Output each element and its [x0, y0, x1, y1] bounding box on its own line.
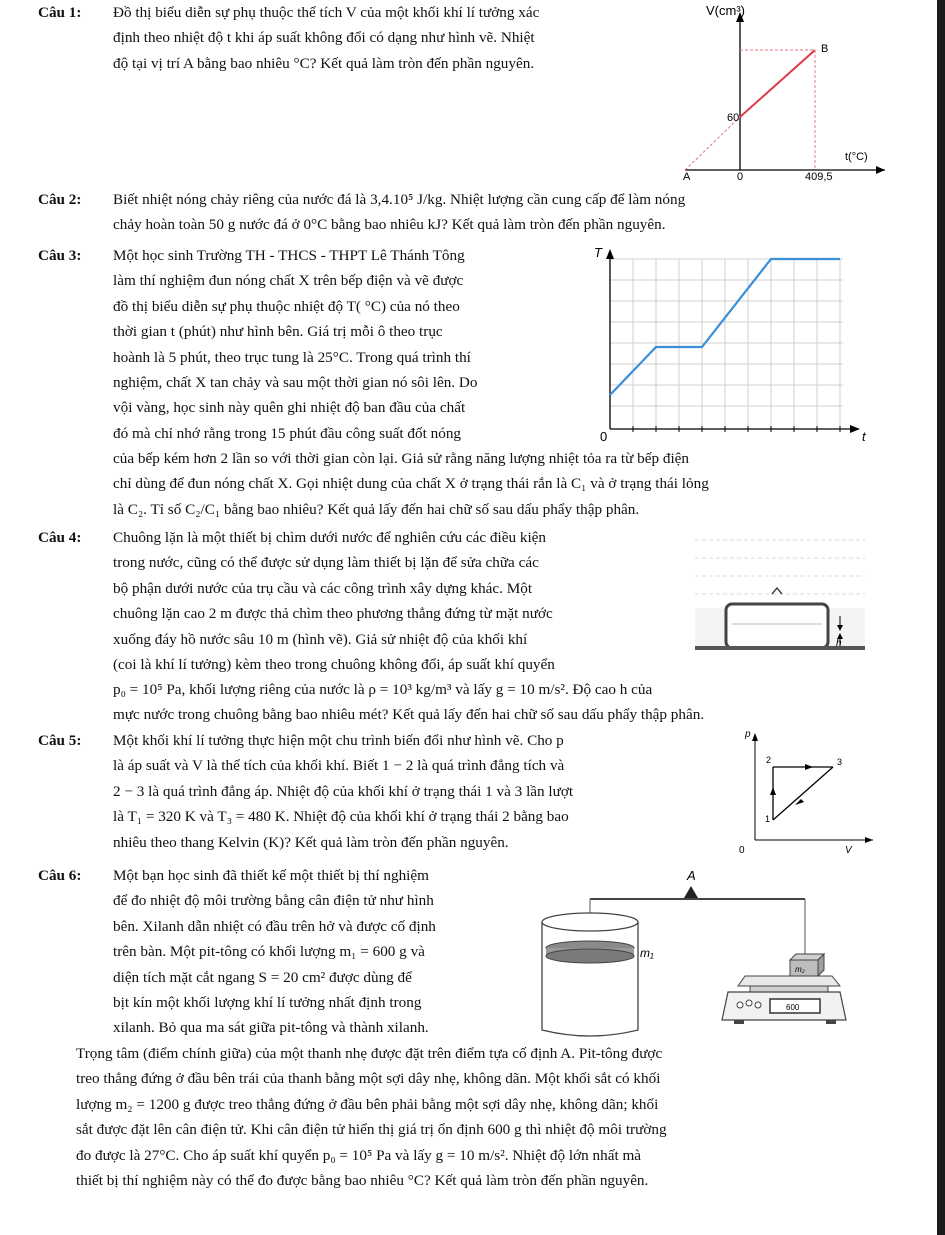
q1-v-value: 60 [727, 112, 740, 124]
q3-line: đồ thị biểu diễn sự phụ thuộc nhiệt độ T( °C) của nó theo [113, 297, 460, 315]
q6-line: sắt được đặt lên cân điện tử. Khi cân điện tử hiển thị giá trị ổn định 600 g thì nhiệt độ môi trường [76, 1121, 667, 1139]
q1-line: độ tại vị trí A bằng bao nhiêu °C? Kết quả làm tròn đến phần nguyên. [113, 54, 535, 72]
q5-line: là T₁ = 320 K và T₃ = 480 K. Nhiệt độ của khối khí ở trạng thái 2 bằng bao [113, 808, 569, 826]
q6-line: lượng m₂ = 1200 g được treo thẳng đứng ở đầu bên phải bằng một sợi dây nhẹ, không dãn; khối [76, 1095, 659, 1113]
q6-line: đo được là 27°C. Cho áp suất khí quyển p₀ = 10⁵ Pa và lấy g = 10 m/s². Nhiệt độ lớn nhất mà [76, 1146, 642, 1164]
q1-vt-graph [680, 2, 890, 182]
q1-line-red [740, 50, 815, 117]
q6-line: diện tích mặt cắt ngang S = 20 cm² được dùng để [113, 968, 412, 986]
q5-line: là áp suất và V là thể tích của khối khí. Biết 1 − 2 là quá trình đẳng tích và [113, 757, 565, 775]
q6-line: treo thẳng đứng ở đầu bên trái của thanh bằng một sợi dây nhẹ, không dãn. Một khối sắt có khối [76, 1070, 661, 1088]
q1-t-label: t(°C) [845, 151, 868, 163]
q6-m1-label: m₁ [640, 946, 654, 960]
q1-line-extension [685, 117, 740, 170]
q5-line: Một khối khí lí tưởng thực hiện một chu trình biến đổi như hình vẽ. Cho p [113, 732, 564, 749]
question-5-label: Câu 5: [38, 732, 82, 749]
q1-point-a: A [683, 171, 691, 182]
q1-line: Đồ thị biểu diễn sự phụ thuộc thể tích V của một khối khí lí tưởng xác [113, 4, 540, 21]
q6-cylinder [542, 922, 638, 1036]
q3-line: của bếp kém hơn 2 lần so với thời gian còn lại. Giả sử rằng năng lượng nhiệt tỏa ra từ bếp điện [113, 450, 690, 467]
q5-origin: 0 [739, 845, 745, 855]
q6-scale-button [746, 1000, 752, 1006]
q3-x-label: t [862, 429, 866, 444]
q3-line: đó mà chỉ nhớ rằng trong 15 phút đầu công suất đốt nóng [113, 424, 462, 442]
q6-line: để đo nhiệt độ môi trường bằng cân điện tử như hình [113, 892, 434, 910]
q5-process-3-1 [773, 767, 833, 820]
q4-line: (coi là khí lí tưởng) kèm theo trong chuông không đổi, áp suất khí quyển [113, 656, 555, 674]
q3-line: thời gian t (phút) như hình bên. Giá trị mỗi ô theo trục [113, 323, 443, 341]
q1-origin: 0 [737, 171, 744, 182]
q3-x-arrow [850, 425, 860, 433]
q5-p-label: p [745, 729, 751, 740]
question-4-label: Câu 4: [38, 529, 82, 546]
q3-temperature-graph [588, 245, 878, 445]
q1-t-value: 409,5 [805, 171, 833, 182]
question-6-label: Câu 6: [38, 867, 82, 884]
q6-scale-button [737, 1002, 743, 1008]
q1-line: định theo nhiệt độ t khi áp suất không đổi có dạng như hình vẽ. Nhiệt [113, 29, 535, 47]
q2-line: chảy hoàn toàn 50 g nước đá ở 0°C bằng bao nhiêu kJ? Kết quả làm tròn đến phần nguyên. [113, 216, 666, 234]
q3-line: nghiệm, chất X tan chảy và sau một thời gian nó sôi lên. Do [113, 374, 478, 392]
q1-v-label: V(cm³) [706, 3, 745, 18]
q5-v-label: V [845, 845, 852, 855]
question-1-label: Câu 1: [38, 4, 82, 21]
q6-cylinder-top [542, 913, 638, 931]
q6-line: bịt kín một khối lượng khí lí tưởng nhất định trong [113, 994, 422, 1012]
q6-line: Trọng tâm (điểm chính giữa) của một thanh nhẹ được đặt trên điểm tựa cố định A. Pit-tông được [76, 1045, 663, 1062]
page-edge-shadow [937, 0, 945, 1235]
q3-grid [610, 259, 843, 429]
q5-state-1: 1 [765, 814, 771, 824]
q4-line: p₀ = 10⁵ Pa, khối lượng riêng của nước là ρ = 10³ kg/m³ và lấy g = 10 m/s². Độ cao h của [113, 681, 653, 698]
q6-line: xilanh. Bỏ qua ma sát giữa pit-tông và thành xilanh. [113, 1019, 429, 1037]
q3-line: làm thí nghiệm đun nóng chất X trên bếp điện và vẽ được [113, 272, 464, 290]
q3-line: Một học sinh Trường TH - THCS - THPT Lê Thánh Tông [113, 247, 465, 264]
q6-line: trên bàn. Một pit-tông có khối lượng m₁ = 600 g và [113, 943, 425, 961]
q3-line: chỉ dùng để đun nóng chất X. Gọi nhiệt dung của chất X ở trạng thái rắn là C₁ và ở trạng thái lỏng [113, 475, 709, 493]
q4-line: chuông lặn cao 2 m được thả chìm theo phương thẳng đứng từ mặt nước [113, 605, 553, 623]
q3-line: là C₂. Tỉ số C₂/C₁ bằng bao nhiêu? Kết quả lấy đến hai chữ số sau dấu phẩy thập phân. [113, 500, 640, 518]
q4-diving-bell-figure [690, 528, 870, 668]
question-3-label: Câu 3: [38, 247, 82, 264]
q3-line: hoành là 5 phút, theo trục tung là 25°C. Trong quá trình thí [113, 348, 471, 366]
q6-m2-label: m₂ [795, 965, 805, 974]
q6-scale-plate [738, 976, 840, 986]
q4-line: bộ phận dưới nước của trụ cầu và các công trình xây dựng khác. Một [113, 579, 533, 597]
q3-y-arrow [606, 249, 614, 259]
q4-line: mực nước trong chuông bằng bao nhiêu mét? Kết quả lấy đến hai chữ số sau dấu phẩy thập phân. [113, 706, 705, 724]
q6-line: bên. Xilanh dẫn nhiệt có đầu trên hở và được cố định [113, 917, 436, 935]
q1-point-b: B [821, 43, 829, 55]
q6-apparatus-figure [540, 862, 850, 1042]
q3-origin: 0 [600, 429, 608, 444]
q6-pivot [684, 886, 698, 898]
q4-line: trong nước, cũng có thể được sử dụng làm thiết bị lặn để sửa chữa các [113, 554, 539, 572]
q5-state-2: 2 [766, 755, 772, 765]
q4-line: Chuông lặn là một thiết bị chìm dưới nước để nghiên cứu các điều kiện [113, 529, 546, 546]
q6-scale-button [755, 1002, 761, 1008]
q3-y-label: T [594, 245, 602, 260]
q6-line: Một bạn học sinh đã thiết kế một thiết bị thí nghiệm [113, 867, 429, 884]
question-2-label: Câu 2: [38, 191, 82, 208]
q5-line: 2 − 3 là quá trình đẳng áp. Nhiệt độ của khối khí ở trạng thái 1 và 3 lần lượt [113, 782, 574, 800]
q3-line: vội vàng, học sinh này quên ghi nhiệt độ ban đầu của chất [113, 399, 466, 417]
q4-line: xuống đáy hồ nước sâu 10 m (hình vẽ). Giả sử nhiệt độ của khối khí [113, 630, 528, 648]
q4-bell-hook [772, 588, 782, 594]
q5-state-3: 3 [837, 757, 843, 767]
q6-scale-reading: 600 [786, 1003, 800, 1012]
q5-pv-diagram [725, 725, 875, 855]
q6-line: thiết bị thí nghiệm này có thể đo được bằng bao nhiêu °C? Kết quả làm tròn đến phần nguyên. [76, 1172, 649, 1190]
q2-line: Biết nhiệt nóng chảy riêng của nước đá là 3,4.10⁵ J/kg. Nhiệt lượng cần cung cấp để làm nóng [113, 191, 686, 208]
q5-line: nhiêu theo thang Kelvin (K)? Kết quả làm tròn đến phần nguyên. [113, 833, 509, 851]
q6-pivot-label: A [687, 868, 696, 883]
q4-h-label: h [836, 638, 842, 649]
q1-t-arrow [876, 166, 885, 174]
